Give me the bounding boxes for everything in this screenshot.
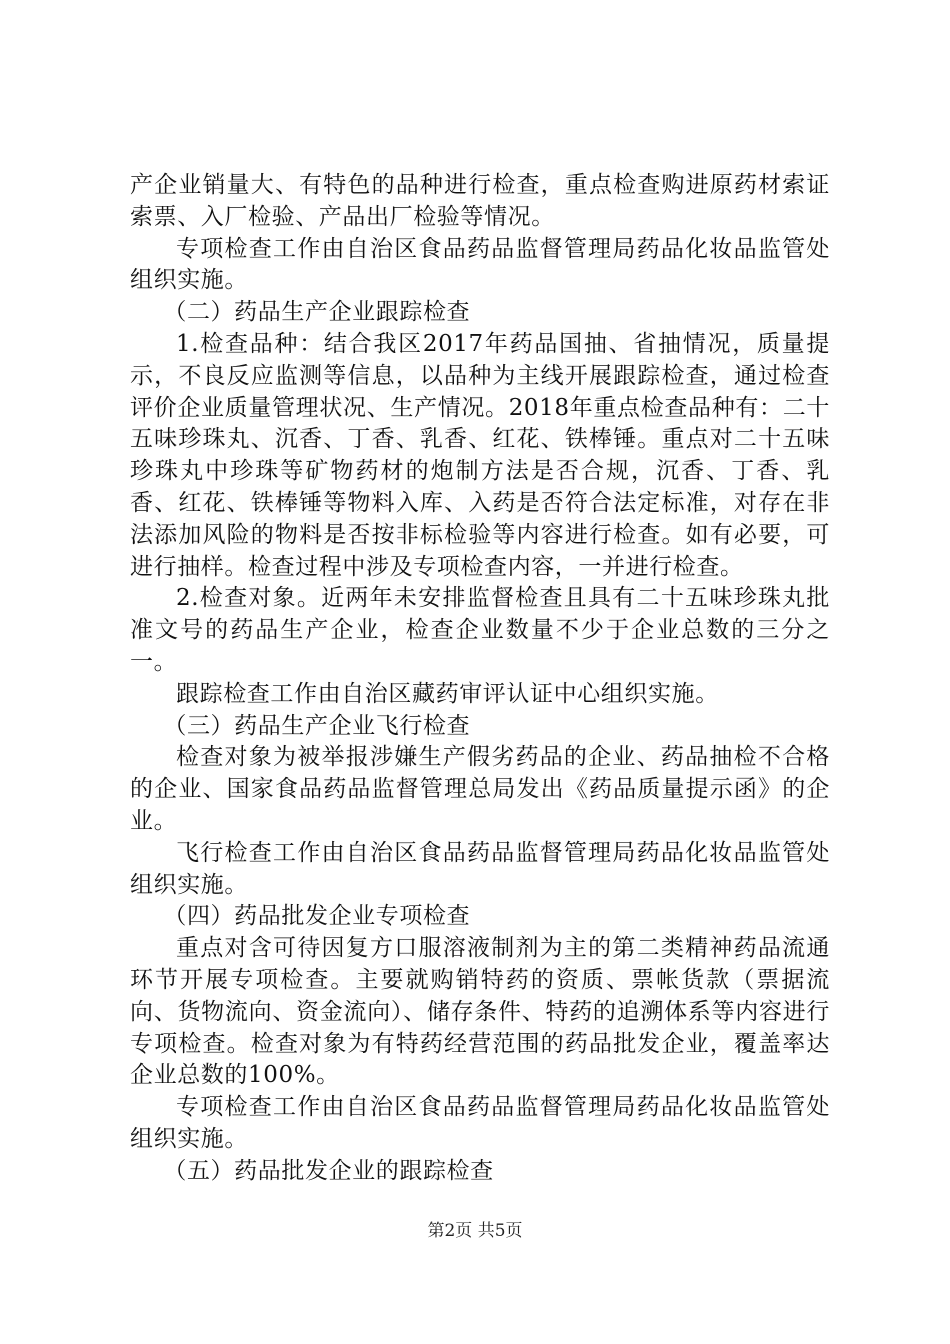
page-number-footer: 第2页 共5页 (427, 1221, 523, 1241)
paragraph: 检查对象为被举报涉嫌生产假劣药品的企业、药品抽检不合格的企业、国家食品药品监督管理总局发出《药品质量提示函》的企业。 (130, 744, 830, 834)
paragraph: 专项检查工作由自治区食品药品监督管理局药品化妆品监管处组织实施。 (130, 235, 830, 294)
paragraph: 飞行检查工作由自治区食品药品监督管理局药品化妆品监管处组织实施。 (130, 839, 830, 898)
section-heading: （三）药品生产企业飞行检查 (163, 712, 471, 739)
paragraph: 1.检查品种：结合我区2017年药品国抽、省抽情况，质量提示，不良反应监测等信息，以品种为主线开展跟踪检查，通过检查评价企业质量管理状况、生产情况。2018年重点检查品种有：二十五味珍珠丸、沉香、丁香、乳香、红花、铁棒锤。重点对二十五味珍珠丸中珍珠等矿物药材的炮制方法是否合规，沉香、丁香、乳香、红花、铁棒锤等物料入库、入药是否符合法定标准，对存在非法添加风险的物料是否按非标检验等内容进行检查。如有必要，可进行抽样。检查过程中涉及专项检查内容，一并进行检查。 (130, 330, 830, 580)
section-heading: （二）药品生产企业跟踪检查 (163, 299, 471, 326)
document-body (130, 170, 830, 1188)
paragraph: 重点对含可待因复方口服溶液制剂为主的第二类精神药品流通环节开展专项检查。主要就购销特药的资质、票帐货款（票据流向、货物流向、资金流向）、储存条件、特药的追溯体系等内容进行专项检查。检查对象为有特药经营范围的药品批发企业，覆盖率达企业总数的100%。 (130, 935, 830, 1089)
paragraph: 2.检查对象。近两年未安排监督检查且具有二十五味珍珠丸批准文号的药品生产企业，检查企业数量不少于企业总数的三分之一。 (130, 585, 830, 675)
paragraph: 专项检查工作由自治区食品药品监督管理局药品化妆品监管处组织实施。 (130, 1094, 830, 1152)
paragraph: 跟踪检查工作由自治区藏药审评认证中心组织实施。 (176, 680, 719, 707)
section-heading: （五）药品批发企业的跟踪检查 (163, 1157, 494, 1184)
section-heading: （四）药品批发企业专项检查 (163, 903, 471, 930)
paragraph: 产企业销量大、有特色的品种进行检查，重点检查购进原药材索证索票、入厂检验、产品出厂检验等情况。 (130, 172, 830, 230)
